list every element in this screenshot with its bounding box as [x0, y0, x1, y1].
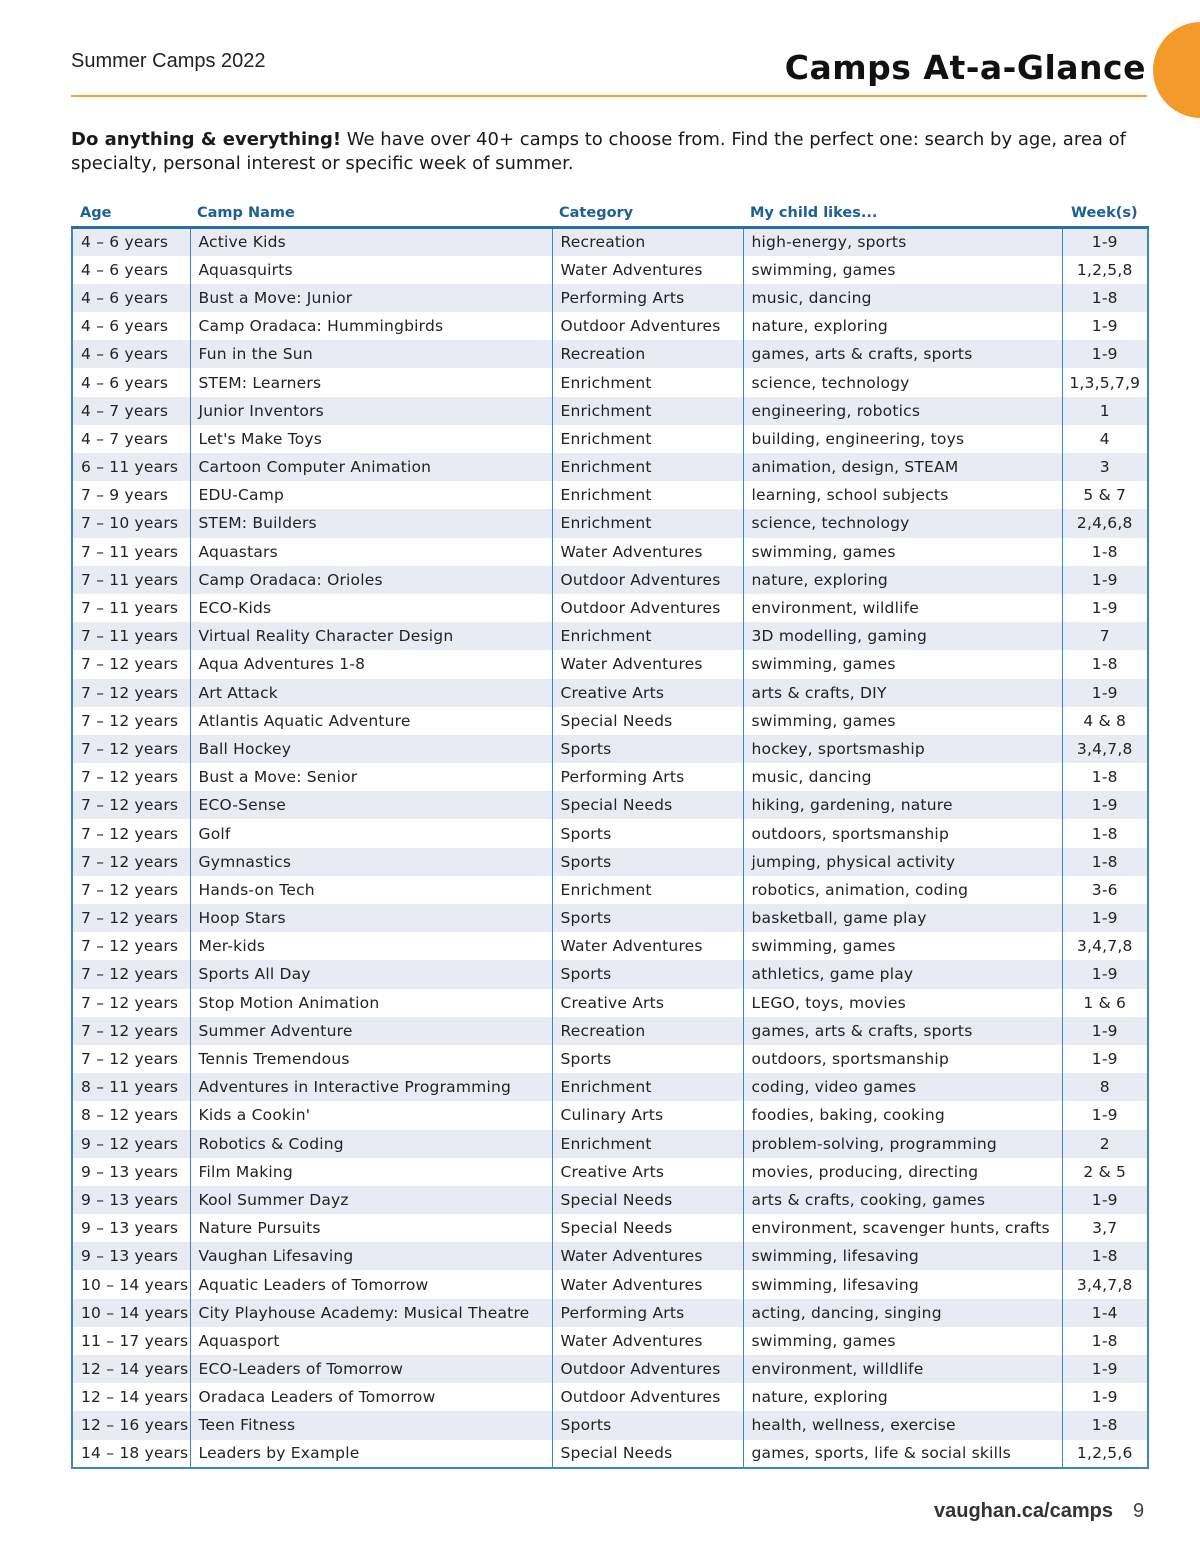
age-cell: 12 – 14 years	[72, 1355, 190, 1383]
age-cell: 7 – 11 years	[72, 622, 190, 650]
age-cell: 9 – 13 years	[72, 1158, 190, 1186]
weeks-cell: 1-9	[1062, 594, 1148, 622]
weeks-cell: 4 & 8	[1062, 707, 1148, 735]
camp-name-cell: Stop Motion Animation	[190, 989, 552, 1017]
age-cell: 6 – 11 years	[72, 453, 190, 481]
weeks-cell: 1-9	[1062, 1045, 1148, 1073]
weeks-cell: 1-9	[1062, 312, 1148, 340]
camp-name-cell: Golf	[190, 819, 552, 847]
likes-cell: games, arts & crafts, sports	[743, 1017, 1062, 1045]
weeks-cell: 3,4,7,8	[1062, 932, 1148, 960]
likes-cell: swimming, games	[743, 650, 1062, 678]
category-cell: Creative Arts	[552, 1158, 743, 1186]
category-cell: Outdoor Adventures	[552, 312, 743, 340]
table-row	[72, 312, 1148, 340]
likes-cell: swimming, games	[743, 538, 1062, 566]
weeks-cell: 1-8	[1062, 848, 1148, 876]
age-cell: 7 – 11 years	[72, 594, 190, 622]
likes-cell: swimming, games	[743, 1327, 1062, 1355]
column-header-age: Age	[80, 205, 112, 221]
age-cell: 9 – 13 years	[72, 1186, 190, 1214]
camp-name-cell: ECO-Sense	[190, 791, 552, 819]
likes-cell: swimming, lifesaving	[743, 1242, 1062, 1270]
camp-name-cell: Robotics & Coding	[190, 1130, 552, 1158]
likes-cell: animation, design, STEAM	[743, 453, 1062, 481]
weeks-cell: 7	[1062, 622, 1148, 650]
category-cell: Water Adventures	[552, 1242, 743, 1270]
intro-bold: Do anything & everything!	[71, 129, 342, 150]
likes-cell: environment, wildlife	[743, 594, 1062, 622]
likes-cell: movies, producing, directing	[743, 1158, 1062, 1186]
age-cell: 7 – 12 years	[72, 876, 190, 904]
likes-cell: acting, dancing, singing	[743, 1299, 1062, 1327]
likes-cell: swimming, games	[743, 932, 1062, 960]
age-cell: 4 – 6 years	[72, 312, 190, 340]
likes-cell: swimming, lifesaving	[743, 1270, 1062, 1298]
camp-name-cell: Vaughan Lifesaving	[190, 1242, 552, 1270]
table-row	[72, 256, 1148, 284]
camp-name-cell: Kool Summer Dayz	[190, 1186, 552, 1214]
age-cell: 7 – 12 years	[72, 848, 190, 876]
age-cell: 7 – 12 years	[72, 932, 190, 960]
category-cell: Performing Arts	[552, 1299, 743, 1327]
camp-name-cell: City Playhouse Academy: Musical Theatre	[190, 1299, 552, 1327]
category-cell: Water Adventures	[552, 1327, 743, 1355]
page-number: 9	[1133, 1500, 1145, 1522]
camps-table-body	[72, 228, 1148, 1468]
weeks-cell: 1-9	[1062, 1017, 1148, 1045]
category-cell: Enrichment	[552, 453, 743, 481]
weeks-cell: 1-9	[1062, 566, 1148, 594]
weeks-cell: 1-9	[1062, 904, 1148, 932]
likes-cell: hiking, gardening, nature	[743, 791, 1062, 819]
camp-name-cell: Sports All Day	[190, 960, 552, 988]
table-row	[72, 453, 1148, 481]
camps-table	[71, 226, 1149, 1469]
age-cell: 4 – 7 years	[72, 397, 190, 425]
category-cell: Sports	[552, 904, 743, 932]
table-row	[72, 1355, 1148, 1383]
table-row	[72, 1299, 1148, 1327]
table-row	[72, 819, 1148, 847]
table-row	[72, 763, 1148, 791]
table-row	[72, 735, 1148, 763]
age-cell: 7 – 12 years	[72, 989, 190, 1017]
table-row	[72, 679, 1148, 707]
camp-name-cell: Tennis Tremendous	[190, 1045, 552, 1073]
weeks-cell: 1,2,5,8	[1062, 256, 1148, 284]
likes-cell: environment, scavenger hunts, crafts	[743, 1214, 1062, 1242]
table-row	[72, 1242, 1148, 1270]
camp-name-cell: Active Kids	[190, 228, 552, 256]
header-rule	[71, 95, 1147, 97]
likes-cell: foodies, baking, cooking	[743, 1101, 1062, 1129]
weeks-cell: 5 & 7	[1062, 481, 1148, 509]
table-row	[72, 622, 1148, 650]
category-cell: Sports	[552, 960, 743, 988]
likes-cell: outdoors, sportsmanship	[743, 819, 1062, 847]
weeks-cell: 3	[1062, 453, 1148, 481]
table-row	[72, 650, 1148, 678]
likes-cell: games, arts & crafts, sports	[743, 340, 1062, 368]
orange-circle-decoration	[1153, 22, 1200, 118]
weeks-cell: 1-9	[1062, 1383, 1148, 1411]
table-row	[72, 1158, 1148, 1186]
camp-name-cell: Atlantis Aquatic Adventure	[190, 707, 552, 735]
category-cell: Water Adventures	[552, 1270, 743, 1298]
weeks-cell: 1-9	[1062, 340, 1148, 368]
camp-name-cell: Mer-kids	[190, 932, 552, 960]
camp-name-cell: Camp Oradaca: Hummingbirds	[190, 312, 552, 340]
camp-name-cell: Junior Inventors	[190, 397, 552, 425]
age-cell: 7 – 12 years	[72, 707, 190, 735]
likes-cell: engineering, robotics	[743, 397, 1062, 425]
age-cell: 9 – 13 years	[72, 1242, 190, 1270]
weeks-cell: 3,4,7,8	[1062, 1270, 1148, 1298]
category-cell: Special Needs	[552, 791, 743, 819]
category-cell: Enrichment	[552, 876, 743, 904]
table-row	[72, 1383, 1148, 1411]
weeks-cell: 3,4,7,8	[1062, 735, 1148, 763]
table-row	[72, 228, 1148, 256]
category-cell: Sports	[552, 735, 743, 763]
camp-name-cell: Aquatic Leaders of Tomorrow	[190, 1270, 552, 1298]
category-cell: Enrichment	[552, 509, 743, 537]
table-row	[72, 848, 1148, 876]
age-cell: 9 – 13 years	[72, 1214, 190, 1242]
table-row	[72, 1045, 1148, 1073]
table-row	[72, 932, 1148, 960]
camp-name-cell: EDU-Camp	[190, 481, 552, 509]
age-cell: 4 – 6 years	[72, 228, 190, 256]
weeks-cell: 8	[1062, 1073, 1148, 1101]
likes-cell: hockey, sportsmaship	[743, 735, 1062, 763]
column-header-category: Category	[559, 205, 634, 221]
category-cell: Special Needs	[552, 1214, 743, 1242]
weeks-cell: 1-8	[1062, 538, 1148, 566]
table-row	[72, 1270, 1148, 1298]
likes-cell: science, technology	[743, 368, 1062, 396]
weeks-cell: 1-9	[1062, 1355, 1148, 1383]
camp-name-cell: ECO-Kids	[190, 594, 552, 622]
table-row	[72, 904, 1148, 932]
weeks-cell: 1,3,5,7,9	[1062, 368, 1148, 396]
category-cell: Water Adventures	[552, 650, 743, 678]
weeks-cell: 1-9	[1062, 1101, 1148, 1129]
category-cell: Outdoor Adventures	[552, 1355, 743, 1383]
category-cell: Water Adventures	[552, 932, 743, 960]
likes-cell: science, technology	[743, 509, 1062, 537]
camp-name-cell: Fun in the Sun	[190, 340, 552, 368]
camp-name-cell: Adventures in Interactive Programming	[190, 1073, 552, 1101]
table-row	[72, 707, 1148, 735]
category-cell: Outdoor Adventures	[552, 1383, 743, 1411]
camp-name-cell: Oradaca Leaders of Tomorrow	[190, 1383, 552, 1411]
table-row	[72, 1327, 1148, 1355]
weeks-cell: 4	[1062, 425, 1148, 453]
likes-cell: building, engineering, toys	[743, 425, 1062, 453]
table-row	[72, 989, 1148, 1017]
age-cell: 7 – 10 years	[72, 509, 190, 537]
camp-name-cell: Kids a Cookin'	[190, 1101, 552, 1129]
camp-name-cell: Let's Make Toys	[190, 425, 552, 453]
age-cell: 4 – 6 years	[72, 256, 190, 284]
camp-name-cell: Gymnastics	[190, 848, 552, 876]
likes-cell: 3D modelling, gaming	[743, 622, 1062, 650]
category-cell: Outdoor Adventures	[552, 594, 743, 622]
camp-name-cell: Nature Pursuits	[190, 1214, 552, 1242]
camp-name-cell: Bust a Move: Senior	[190, 763, 552, 791]
category-cell: Enrichment	[552, 397, 743, 425]
likes-cell: basketball, game play	[743, 904, 1062, 932]
weeks-cell: 2 & 5	[1062, 1158, 1148, 1186]
likes-cell: coding, video games	[743, 1073, 1062, 1101]
table-row	[72, 368, 1148, 396]
camp-name-cell: Cartoon Computer Animation	[190, 453, 552, 481]
age-cell: 7 – 11 years	[72, 538, 190, 566]
table-row	[72, 284, 1148, 312]
weeks-cell: 1 & 6	[1062, 989, 1148, 1017]
category-cell: Enrichment	[552, 425, 743, 453]
weeks-cell: 1-8	[1062, 763, 1148, 791]
category-cell: Recreation	[552, 340, 743, 368]
table-row	[72, 1130, 1148, 1158]
weeks-cell: 1-9	[1062, 679, 1148, 707]
likes-cell: nature, exploring	[743, 566, 1062, 594]
category-cell: Special Needs	[552, 1186, 743, 1214]
likes-cell: high-energy, sports	[743, 228, 1062, 256]
table-row	[72, 1214, 1148, 1242]
category-cell: Enrichment	[552, 368, 743, 396]
table-row	[72, 1017, 1148, 1045]
weeks-cell: 1-8	[1062, 1327, 1148, 1355]
camp-name-cell: Aqua Adventures 1-8	[190, 650, 552, 678]
age-cell: 7 – 12 years	[72, 904, 190, 932]
column-header-weeks: Week(s)	[1071, 205, 1138, 221]
age-cell: 4 – 6 years	[72, 340, 190, 368]
camp-name-cell: Hands-on Tech	[190, 876, 552, 904]
weeks-cell: 1-9	[1062, 228, 1148, 256]
category-cell: Sports	[552, 1411, 743, 1439]
weeks-cell: 1-8	[1062, 284, 1148, 312]
intro-paragraph	[71, 128, 1151, 176]
age-cell: 7 – 11 years	[72, 566, 190, 594]
age-cell: 9 – 12 years	[72, 1130, 190, 1158]
age-cell: 4 – 6 years	[72, 284, 190, 312]
category-cell: Enrichment	[552, 481, 743, 509]
table-row	[72, 397, 1148, 425]
likes-cell: jumping, physical activity	[743, 848, 1062, 876]
camp-name-cell: Film Making	[190, 1158, 552, 1186]
weeks-cell: 1-8	[1062, 819, 1148, 847]
table-row	[72, 791, 1148, 819]
weeks-cell: 1-8	[1062, 1411, 1148, 1439]
column-header-camp-name: Camp Name	[197, 205, 295, 221]
header-left-text: Summer Camps 2022	[71, 50, 266, 72]
category-cell: Recreation	[552, 1017, 743, 1045]
category-cell: Creative Arts	[552, 989, 743, 1017]
age-cell: 7 – 12 years	[72, 679, 190, 707]
age-cell: 10 – 14 years	[72, 1270, 190, 1298]
likes-cell: nature, exploring	[743, 1383, 1062, 1411]
likes-cell: athletics, game play	[743, 960, 1062, 988]
camp-name-cell: Summer Adventure	[190, 1017, 552, 1045]
camp-name-cell: Aquastars	[190, 538, 552, 566]
category-cell: Creative Arts	[552, 679, 743, 707]
weeks-cell: 3,7	[1062, 1214, 1148, 1242]
camp-name-cell: Camp Oradaca: Orioles	[190, 566, 552, 594]
weeks-cell: 2	[1062, 1130, 1148, 1158]
likes-cell: swimming, games	[743, 707, 1062, 735]
camp-name-cell: Art Attack	[190, 679, 552, 707]
likes-cell: problem-solving, programming	[743, 1130, 1062, 1158]
age-cell: 12 – 14 years	[72, 1383, 190, 1411]
age-cell: 7 – 12 years	[72, 1017, 190, 1045]
age-cell: 10 – 14 years	[72, 1299, 190, 1327]
weeks-cell: 1,2,5,6	[1062, 1440, 1148, 1468]
age-cell: 7 – 12 years	[72, 1045, 190, 1073]
category-cell: Special Needs	[552, 707, 743, 735]
age-cell: 7 – 9 years	[72, 481, 190, 509]
category-cell: Outdoor Adventures	[552, 566, 743, 594]
table-row	[72, 566, 1148, 594]
table-row	[72, 1440, 1148, 1468]
likes-cell: arts & crafts, DIY	[743, 679, 1062, 707]
age-cell: 7 – 12 years	[72, 735, 190, 763]
category-cell: Sports	[552, 1045, 743, 1073]
camp-name-cell: Hoop Stars	[190, 904, 552, 932]
likes-cell: arts & crafts, cooking, games	[743, 1186, 1062, 1214]
category-cell: Sports	[552, 848, 743, 876]
category-cell: Enrichment	[552, 1073, 743, 1101]
category-cell: Sports	[552, 819, 743, 847]
likes-cell: swimming, games	[743, 256, 1062, 284]
table-row	[72, 1101, 1148, 1129]
camp-name-cell: Aquasquirts	[190, 256, 552, 284]
table-row	[72, 1411, 1148, 1439]
weeks-cell: 2,4,6,8	[1062, 509, 1148, 537]
table-row	[72, 876, 1148, 904]
table-row	[72, 509, 1148, 537]
intro-text: We have over 40+ camps to choose from. Find the perfect one: search by age, area of specialty, personal interest or specific week of summer.	[71, 129, 1127, 174]
table-row	[72, 538, 1148, 566]
likes-cell: nature, exploring	[743, 312, 1062, 340]
table-row	[72, 1186, 1148, 1214]
camp-name-cell: Leaders by Example	[190, 1440, 552, 1468]
footer-url[interactable]: vaughan.ca/camps	[934, 1500, 1113, 1522]
table-row	[72, 594, 1148, 622]
age-cell: 7 – 12 years	[72, 960, 190, 988]
camp-name-cell: STEM: Builders	[190, 509, 552, 537]
age-cell: 8 – 11 years	[72, 1073, 190, 1101]
age-cell: 4 – 7 years	[72, 425, 190, 453]
age-cell: 7 – 12 years	[72, 819, 190, 847]
camp-name-cell: Aquasport	[190, 1327, 552, 1355]
age-cell: 7 – 12 years	[72, 650, 190, 678]
column-header-likes: My child likes...	[750, 205, 878, 221]
camp-name-cell: ECO-Leaders of Tomorrow	[190, 1355, 552, 1383]
weeks-cell: 1-8	[1062, 650, 1148, 678]
page-title: Camps At-a-Glance	[784, 48, 1146, 87]
age-cell: 11 – 17 years	[72, 1327, 190, 1355]
camp-name-cell: Teen Fitness	[190, 1411, 552, 1439]
likes-cell: games, sports, life & social skills	[743, 1440, 1062, 1468]
likes-cell: LEGO, toys, movies	[743, 989, 1062, 1017]
weeks-cell: 1-9	[1062, 791, 1148, 819]
category-cell: Enrichment	[552, 1130, 743, 1158]
age-cell: 14 – 18 years	[72, 1440, 190, 1468]
weeks-cell: 1-4	[1062, 1299, 1148, 1327]
camp-name-cell: Virtual Reality Character Design	[190, 622, 552, 650]
weeks-cell: 1-9	[1062, 1186, 1148, 1214]
table-row	[72, 425, 1148, 453]
likes-cell: outdoors, sportsmanship	[743, 1045, 1062, 1073]
age-cell: 4 – 6 years	[72, 368, 190, 396]
category-cell: Performing Arts	[552, 763, 743, 791]
likes-cell: music, dancing	[743, 763, 1062, 791]
weeks-cell: 1-9	[1062, 960, 1148, 988]
likes-cell: health, wellness, exercise	[743, 1411, 1062, 1439]
likes-cell: music, dancing	[743, 284, 1062, 312]
age-cell: 7 – 12 years	[72, 791, 190, 819]
age-cell: 12 – 16 years	[72, 1411, 190, 1439]
category-cell: Water Adventures	[552, 256, 743, 284]
likes-cell: environment, willdlife	[743, 1355, 1062, 1383]
likes-cell: learning, school subjects	[743, 481, 1062, 509]
table-row	[72, 960, 1148, 988]
weeks-cell: 3-6	[1062, 876, 1148, 904]
table-row	[72, 1073, 1148, 1101]
category-cell: Special Needs	[552, 1440, 743, 1468]
weeks-cell: 1	[1062, 397, 1148, 425]
category-cell: Culinary Arts	[552, 1101, 743, 1129]
camp-name-cell: Bust a Move: Junior	[190, 284, 552, 312]
camp-name-cell: Ball Hockey	[190, 735, 552, 763]
category-cell: Enrichment	[552, 622, 743, 650]
category-cell: Performing Arts	[552, 284, 743, 312]
camp-name-cell: STEM: Learners	[190, 368, 552, 396]
table-row	[72, 481, 1148, 509]
category-cell: Recreation	[552, 228, 743, 256]
table-row	[72, 340, 1148, 368]
weeks-cell: 1-8	[1062, 1242, 1148, 1270]
age-cell: 8 – 12 years	[72, 1101, 190, 1129]
likes-cell: robotics, animation, coding	[743, 876, 1062, 904]
category-cell: Water Adventures	[552, 538, 743, 566]
age-cell: 7 – 12 years	[72, 763, 190, 791]
